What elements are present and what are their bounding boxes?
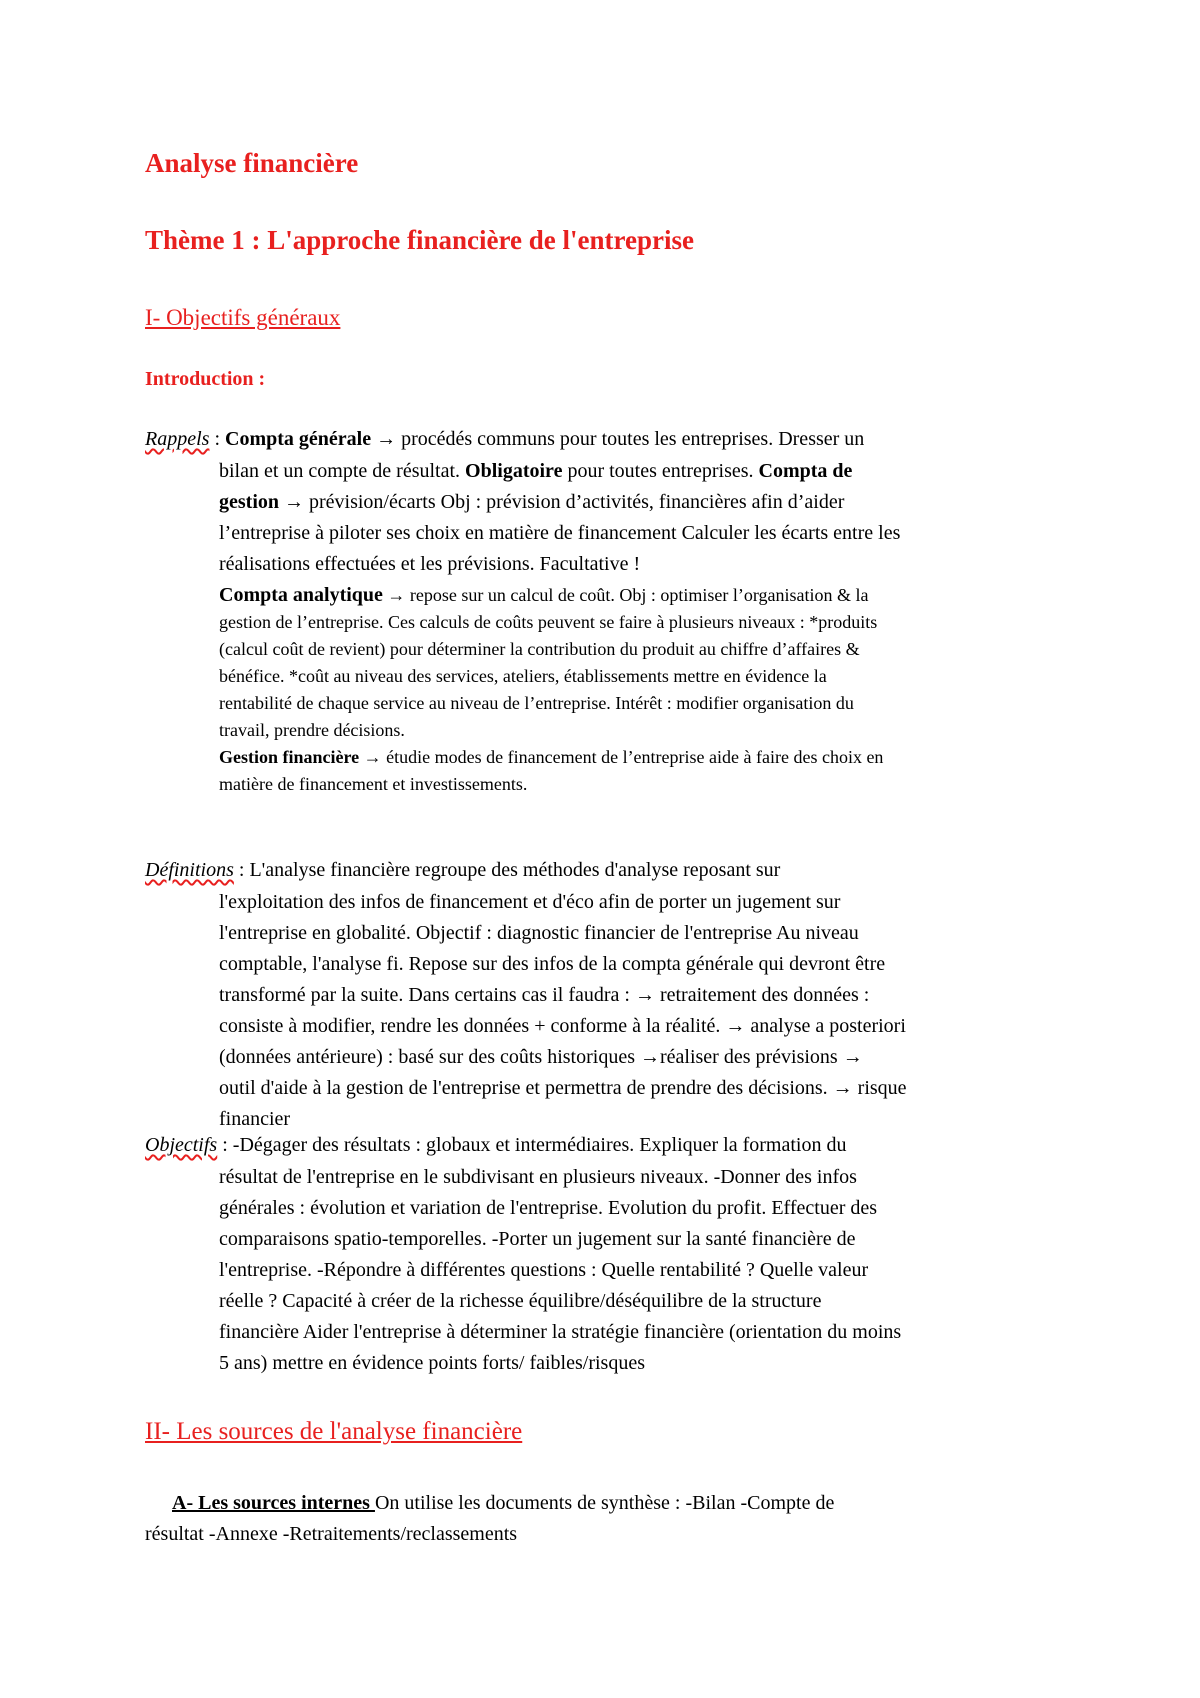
gestion: gestion [219,491,279,513]
ca-line-3: (calcul coût de revient) pour déterminer la contribution du produit au chiffre d’affaires & [219,639,860,659]
rappels-line-5: réalisations effectuées et les prévisions. Facultative ! [219,553,641,575]
objectifs-line-7: financière Aider l'entreprise à déterminer la stratégie financière (orientation du moins [219,1321,902,1343]
ca-line-1 [145,582,1065,609]
rappels-line-4: l’entreprise à piloter ses choix en matière de financement Calculer les écarts entre les [219,522,901,544]
separator: : [233,859,250,881]
rappels-line-3 [145,487,1065,518]
sources-internes-label: A- Les sources internes [172,1492,375,1514]
arrow-icon: → [382,585,410,605]
separator: : [209,428,225,450]
gf-line-1 [145,744,1065,771]
text: étudie modes de financement de l’entreprise aide à faire des choix en [386,747,884,767]
text: procédés communs pour toutes les entreprises. Dresser un [401,428,865,450]
objectifs-line-3: générales : évolution et variation de l'entreprise. Evolution du profit. Effectuer des [219,1197,878,1219]
section-1-heading: I- Objectifs généraux [145,305,341,330]
introduction-heading: Introduction : [145,368,266,390]
objectifs-line-5: l'entreprise. -Répondre à différentes questions : Quelle rentabilité ? Quelle valeur [219,1259,869,1281]
definitions-label: Définitions [145,859,234,881]
definitions-line-3: l'entreprise en globalité. Objectif : diagnostic financier de l'entreprise Au niveau [219,922,859,944]
objectifs-line-8: 5 ans) mettre en évidence points forts/ faibles/risques [219,1352,645,1374]
text: On utilise les documents de synthèse : -Bilan -Compte de [374,1492,835,1514]
rappels-block [145,424,1065,798]
text: pour toutes entreprises. [562,460,759,482]
arrow-icon: → [279,491,309,513]
text: bilan et un compte de résultat. [219,460,466,482]
definitions-line-8: outil d'aide à la gestion de l'entreprise et permettra de prendre des décisions. → risque [219,1077,907,1099]
sources-line-2: résultat -Annexe -Retraitements/reclassements [145,1523,518,1545]
sources-internes-block [145,1488,1065,1550]
text: -Dégager des résultats : globaux et intermédiaires. Expliquer la formation du [232,1134,847,1156]
ca-line-4: bénéfice. *coût au niveau des services, ateliers, établissements mettre en évidence la [219,666,827,686]
gestion-financiere: Gestion financière [219,747,360,767]
objectifs-line-1 [145,1130,1065,1162]
rappels-label: Rappels [145,428,210,450]
gf-line-2: matière de financement et investissements. [219,774,528,794]
document-title: Analyse financière [145,148,359,178]
compta-analytique-block [145,582,1065,798]
compta-de-gestion: Compta de [758,460,853,482]
arrow-icon: → [359,747,387,767]
rappels-line-2 [145,456,1065,487]
objectifs-line-2: résultat de l'entreprise en le subdivisant en plusieurs niveaux. -Donner des infos [219,1166,857,1188]
compta-generale: Compta générale [225,428,372,450]
definitions-line-2: l'exploitation des infos de financement et d'éco afin de porter un jugement sur [219,891,841,913]
definitions-line-4: comptable, l'analyse fi. Repose sur des infos de la compta générale qui devront être [219,953,886,975]
section-2-heading: II- Les sources de l'analyse financière [145,1418,523,1445]
definitions-block [145,855,1065,1135]
obligatoire: Obligatoire [465,460,563,482]
definitions-line-1 [145,855,1065,887]
arrow-icon: → [371,428,402,450]
ca-line-5: rentabilité de chaque service au niveau de l’entreprise. Intérêt : modifier organisation du [219,693,854,713]
objectifs-line-4: comparaisons spatio-temporelles. -Porter un jugement sur la santé financière de [219,1228,856,1250]
ca-line-6: travail, prendre décisions. [219,720,405,740]
separator: : [217,1134,233,1156]
definitions-line-6: consiste à modifier, rendre les données + conforme à la réalité. → analyse a posteriori [219,1015,906,1037]
theme-heading: Thème 1 : L'approche financière de l'entreprise [145,225,694,255]
definitions-line-5: transformé par la suite. Dans certains cas il faudra : → retraitement des données : [219,984,870,1006]
objectifs-block [145,1130,1065,1379]
text: L'analyse financière regroupe des méthodes d'analyse reposant sur [249,859,781,881]
objectifs-label: Objectifs [145,1134,218,1156]
sources-line-1 [145,1488,1065,1519]
rappels-line-1 [145,424,1065,456]
compta-analytique: Compta analytique [219,584,383,606]
objectifs-line-6: réelle ? Capacité à créer de la richesse équilibre/déséquilibre de la structure [219,1290,822,1312]
definitions-line-9: financier [219,1108,291,1130]
text: prévision/écarts Obj : prévision d’activités, financières afin d’aider [309,491,845,513]
definitions-line-7: (données antérieure) : basé sur des coûts historiques →réaliser des prévisions → [219,1046,863,1068]
text: repose sur un calcul de coût. Obj : optimiser l’organisation & la [409,585,869,605]
ca-line-2: gestion de l’entreprise. Ces calculs de coûts peuvent se faire à plusieurs niveaux : *produits [219,612,878,632]
